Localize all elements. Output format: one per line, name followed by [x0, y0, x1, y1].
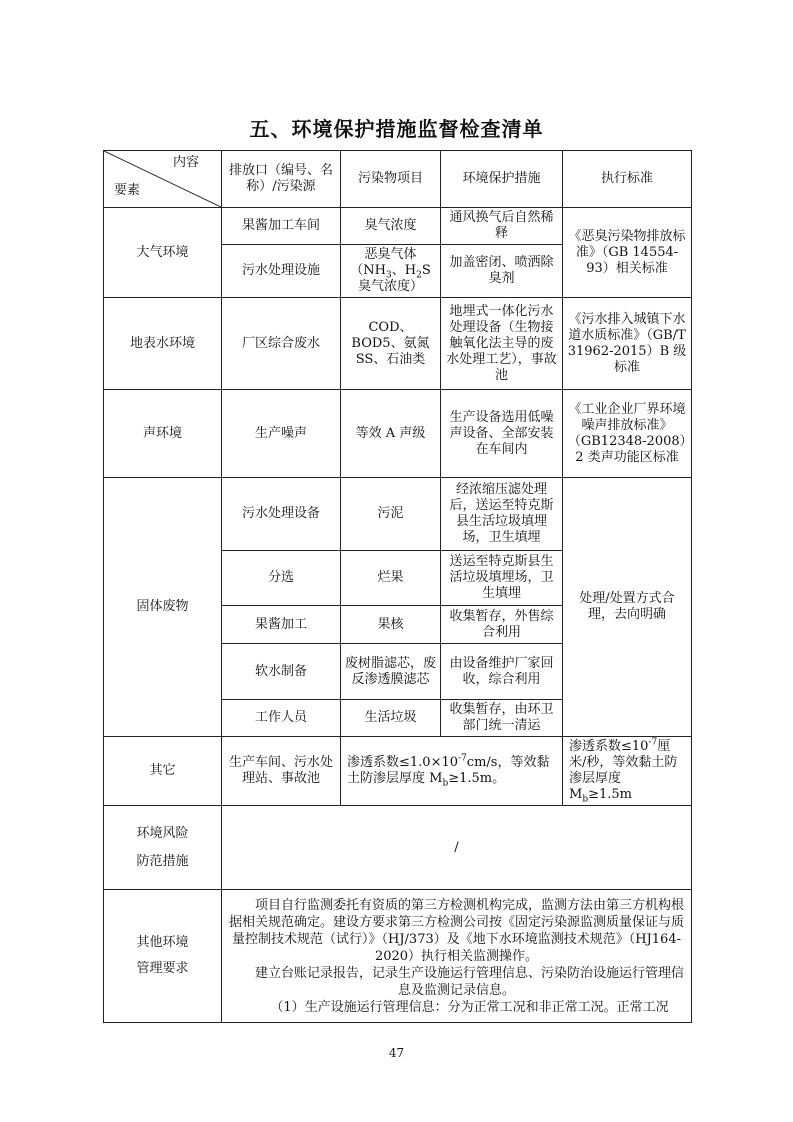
noise-pollutant: 等效 A 声级 — [341, 390, 441, 478]
surface-water-row — [104, 298, 692, 390]
h2s-subscript: 2 — [416, 270, 422, 281]
solid-waste-element: 固体废物 — [104, 478, 222, 737]
air-standard: 《恶臭污染物排放标准》（GB 14554-93）相关标准 — [563, 208, 692, 298]
risk-element-label: 环境风险防范措施 — [136, 825, 189, 869]
other-measure-exponent: -7 — [458, 753, 467, 764]
supervision-checklist-table — [103, 150, 692, 1023]
other-measure — [341, 737, 563, 806]
header-content-label: 内容 — [172, 155, 199, 170]
air-source-1: 果酱加工车间 — [222, 208, 341, 245]
noise-source: 生产噪声 — [222, 390, 341, 478]
risk-element — [104, 806, 222, 890]
other-measure-part1: 渗透系数≤1.0×10 — [347, 755, 459, 770]
other-standard-subscript: b — [582, 794, 589, 805]
solid-waste-source-3: 果酱加工 — [222, 606, 341, 644]
noise-standard: 《工业企业厂界环境噪声排放标准》（GB12348-2008）2 类声功能区标准 — [563, 390, 692, 478]
surface-water-measure: 地埋式一体化污水处理设备（生物接触氧化法主导的废水处理工艺），事故池 — [441, 298, 563, 390]
air-pollutant-2-line1: 恶臭气体 — [364, 247, 417, 262]
solid-waste-measure-1: 经浓缩压滤处理后，送运至特克斯县生活垃圾填埋场，卫生填埋 — [441, 478, 563, 551]
air-pollutant-2 — [341, 245, 441, 298]
solid-waste-measure-4: 由设备维护厂家回收，综合利用 — [441, 644, 563, 700]
solid-waste-standard: 处理/处置方式合理，去向明确 — [563, 478, 692, 737]
surface-water-pollutant — [341, 298, 441, 390]
solid-waste-measure-2: 送运至特克斯县生活垃圾填埋场，卫生填埋 — [441, 551, 563, 606]
other-standard-part3: ≥1.5m — [588, 787, 632, 802]
management-paragraph-2: 建立台账记录报告，记录生产设施运行管理信息、污染防治设施运行管理信息及监测记录信息。 — [254, 965, 684, 998]
h2s-suffix: S — [421, 263, 431, 278]
noise-element: 声环境 — [104, 390, 222, 478]
other-element: 其它 — [104, 737, 222, 806]
other-row — [104, 737, 692, 806]
surface-water-element: 地表水环境 — [104, 298, 222, 390]
management-element-label: 其他环境管理要求 — [136, 935, 189, 976]
other-measure-part3: ≥1.5m。 — [448, 771, 506, 786]
solid-waste-source-4: 软水制备 — [222, 644, 341, 700]
risk-row — [104, 806, 692, 890]
air-pollutant-2-line3: 臭气浓度） — [357, 279, 423, 294]
header-diagonal-cell — [104, 151, 222, 208]
solid-waste-pollutant-1: 污泥 — [341, 478, 441, 551]
management-content — [222, 890, 692, 1023]
other-measure-part2: cm/s，等效黏土防渗层厚度 M — [347, 755, 550, 786]
page-title: 五、环境保护措施监督检查清单 — [249, 117, 544, 141]
noise-measure: 生产设备选用低噪声设备、全部安装在车间内 — [441, 390, 563, 478]
surface-water-source: 厂区综合废水 — [222, 298, 341, 390]
header-element-label: 要素 — [114, 183, 141, 198]
solid-waste-measure-5: 收集暂存，由环卫部门统一清运 — [441, 700, 563, 737]
management-paragraph-1: 项目自行监测委托有资质的第三方检测机构完成，监测方法由第三方机构根据相关规范确定。建设方要求第三方检测公司按《固定污染源监测质量保证与质量控制技术规范（试行）》（HJ/373）及《地下水环境监测技术规范》（HJ164-2020）执行相关监测操作。 — [228, 897, 684, 964]
surface-water-pollutant-line2: SS、石油类 — [355, 351, 426, 367]
page-number: 47 — [388, 1046, 405, 1060]
nh3-prefix: （NH — [350, 263, 386, 278]
header-source: 排放口（编号、名称）/污染源 — [222, 151, 341, 208]
solid-waste-pollutant-2: 烂果 — [341, 551, 441, 606]
header-measure: 环境保护措施 — [441, 151, 563, 208]
header-pollutant: 污染物项目 — [341, 151, 441, 208]
management-row — [104, 890, 692, 1023]
air-row-1 — [104, 208, 692, 245]
solid-waste-source-2: 分选 — [222, 551, 341, 606]
header-standard: 执行标准 — [563, 151, 692, 208]
air-element: 大气环境 — [104, 208, 222, 298]
solid-waste-pollutant-3: 果核 — [341, 606, 441, 644]
h2s-prefix: 、H — [391, 263, 417, 278]
surface-water-standard: 《污水排入城镇下水道水质标准》（GB/T 31962-2015）B 级标准 — [563, 298, 692, 390]
risk-content: / — [222, 806, 692, 890]
solid-waste-pollutant-5: 生活垃圾 — [341, 700, 441, 737]
other-standard-exponent: -7 — [648, 737, 658, 748]
management-paragraph-3: （1）生产设施运行管理信息：分为正常工况和非正常工况。正常工况 — [270, 999, 669, 1015]
solid-waste-source-5: 工作人员 — [222, 700, 341, 737]
header-row — [104, 151, 692, 208]
solid-waste-pollutant-4: 废树脂滤芯，废反渗透膜滤芯 — [341, 644, 441, 700]
other-source: 生产车间、污水处理站、事故池 — [222, 737, 341, 806]
solid-waste-measure-3: 收集暂存，外售综合利用 — [441, 606, 563, 644]
other-measure-subscript: b — [442, 778, 449, 789]
other-standard-part2: 厘米/秒，等效黏土防渗层厚度 M — [569, 739, 678, 802]
solid-waste-source-1: 污水处理设备 — [222, 478, 341, 551]
air-measure-2: 加盖密闭、喷洒除臭剂 — [441, 245, 563, 298]
surface-water-pollutant-line1: COD、BOD5、氨氮 — [351, 319, 430, 351]
other-standard — [563, 737, 692, 806]
air-pollutant-1: 臭气浓度 — [341, 208, 441, 245]
nh3-subscript: 3 — [386, 270, 392, 281]
noise-row — [104, 390, 692, 478]
solid-waste-row-1 — [104, 478, 692, 551]
management-element — [104, 890, 222, 1023]
air-source-2: 污水处理设施 — [222, 245, 341, 298]
air-measure-1: 通风换气后自然稀释 — [441, 208, 563, 245]
other-standard-part1: 渗透系数≤10 — [569, 739, 649, 754]
